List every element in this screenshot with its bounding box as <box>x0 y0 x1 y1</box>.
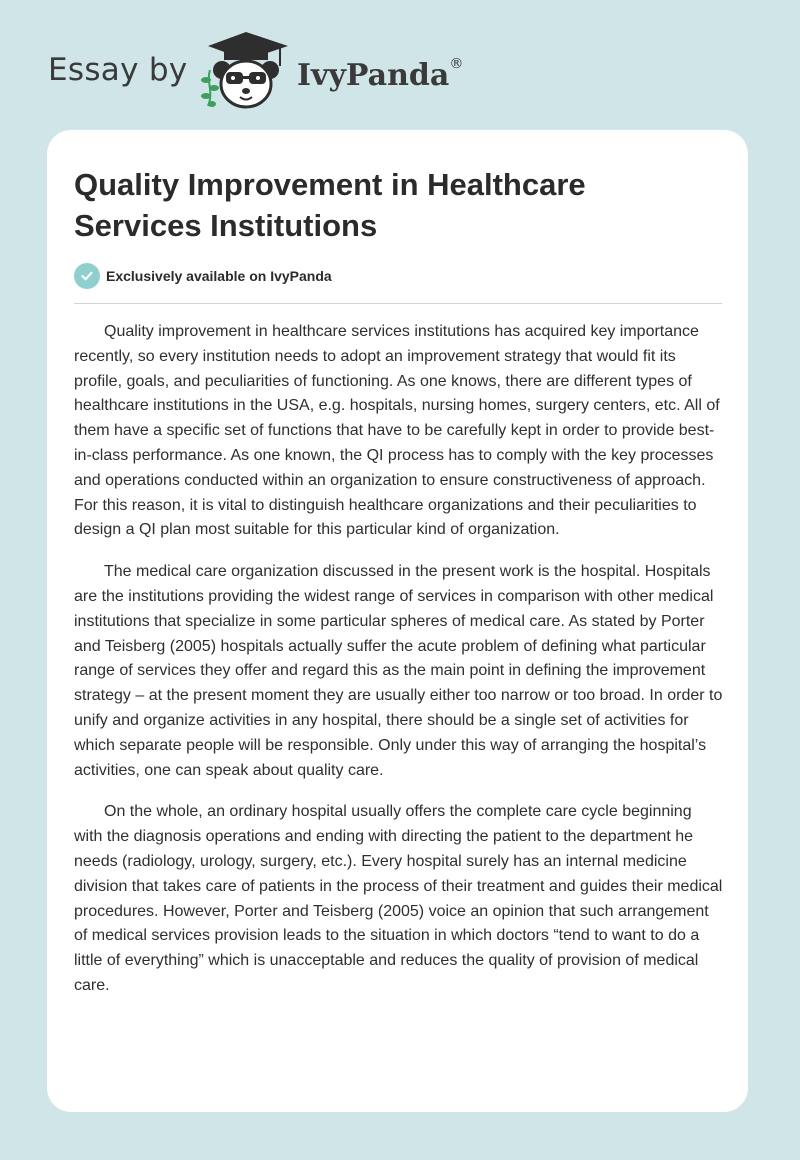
essay-by-label: Essay by <box>48 52 188 88</box>
panda-graduate-icon[interactable] <box>198 30 294 114</box>
site-header <box>0 0 800 130</box>
article-body <box>74 320 724 1016</box>
brand-name[interactable] <box>297 50 463 96</box>
paragraph: The medical care organization discussed in the present work is the hospital. Hospitals are the institutions providing the widest range of services in comparison with other medical institutions that specialize in some particular spheres of medical care. As stated by Porter and Teisberg (2005) hospitals actually suffer the acute problem of defining what particular range of services they offer and regard this as the main point in defining the improvement strategy – at the present moment they are usually either too narrow or too broad. In order to unify and organize activities in any hospital, there should be a single set of activities for which separate people will be responsible. Only under this way of arranging the hospital’s activities, one can speak about quality care. <box>74 563 723 779</box>
registered-mark: ® <box>449 56 464 72</box>
divider <box>74 303 722 304</box>
paragraph: On the whole, an ordinary hospital usually offers the complete care cycle beginning with the diagnosis operations and ending with directing the patient to the department he needs (radiology, urology, surgery, etc.). Every hospital surely has an internal medicine division that takes care of patients in the process of their treatment and guides their medical procedures. However, Porter and Teisberg (2005) voice an opinion that such arrangement of medical services provision leads to the situation in which doctors “tend to want to do a little of everything” which is unacceptable and reduces the quality of provision of medical care. <box>74 803 723 994</box>
check-circle-icon <box>74 263 100 289</box>
article-card <box>47 130 748 1112</box>
exclusive-badge <box>74 263 332 289</box>
article-title: Quality Improvement in Healthcare Services Institutions <box>74 167 586 243</box>
paragraph: Quality improvement in healthcare services institutions has acquired key importance recently, so every institution needs to adopt an improvement strategy that would fit its profile, goals, and peculiarities of functioning. As one knows, there are different types of healthcare institutions in the USA, e.g. hospitals, nursing homes, surgery centers, etc. All of them have a specific set of functions that have to be carefully kept in order to provide best-in-class performance. As one known, the QI process has to comply with the key processes and operations conducted within an organization to ensure constructiveness of approach. For this reason, it is vital to distinguish healthcare organizations and their peculiarities to design a QI plan most suitable for this particular kind of organization. <box>74 323 720 539</box>
exclusive-badge-text: Exclusively available on IvyPanda <box>106 268 332 284</box>
brand-text: IvyPanda <box>297 58 450 93</box>
